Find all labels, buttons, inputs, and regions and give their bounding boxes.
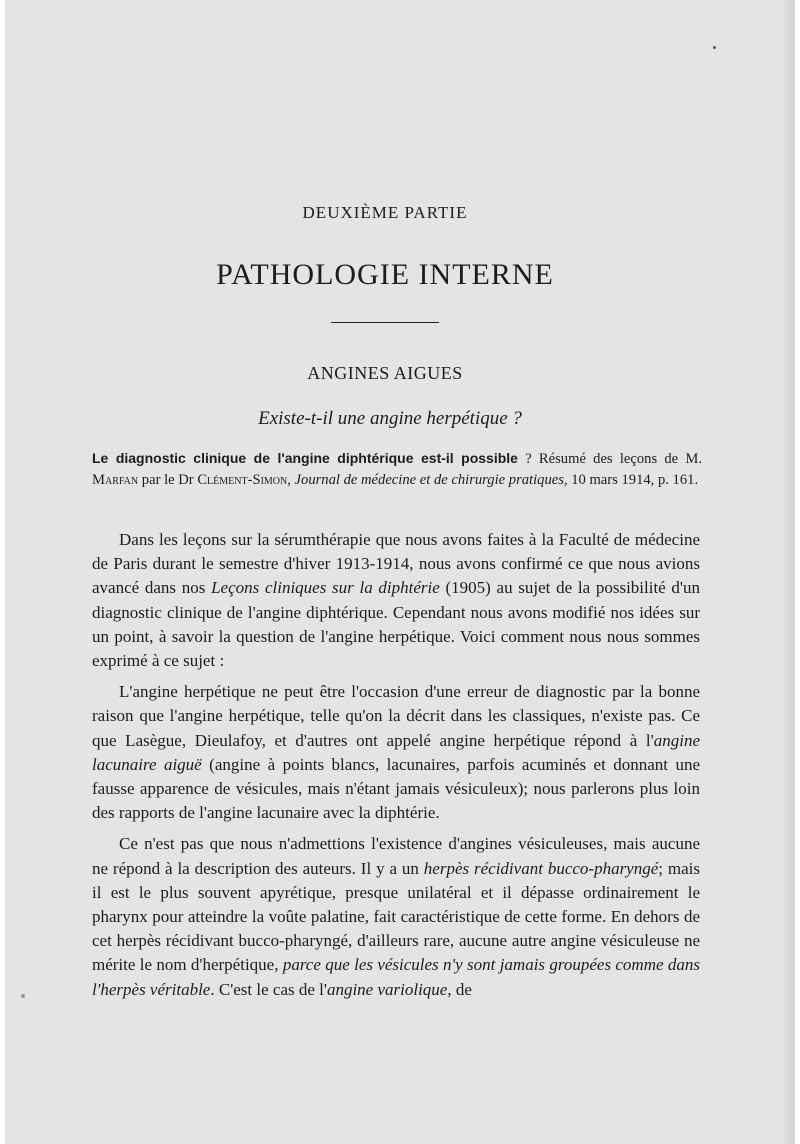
title-divider xyxy=(331,322,439,323)
reference-journal: Journal de médecine et de chirurgie pratiques xyxy=(294,472,564,488)
reference-text: ? Résumé des leçons de M. xyxy=(517,451,702,467)
reference-lead: Le diagnostic clinique de l'angine diphtérique est-il possible xyxy=(92,450,518,466)
paper-speck xyxy=(21,994,25,998)
reference-citation: , 10 mars 1914, p. 161. xyxy=(563,472,699,488)
reference-text: , xyxy=(287,472,295,488)
italic-run: angine variolique xyxy=(326,979,448,999)
body-text xyxy=(92,528,700,1009)
paper-speck xyxy=(713,46,716,49)
text-run: . C'est le cas de l' xyxy=(210,979,327,999)
section-title: ANGINES AIGUES xyxy=(307,363,463,383)
italic-run: herpès récidivant bucco-pharyngé xyxy=(423,858,659,878)
article-subtitle: Existe-t-il une angine herpétique ? xyxy=(258,408,522,429)
text-run: (angine à points blancs, lacunaires, parfois acuminés et donnant une fausse apparence de vésicules, mais n'étant jamais vésiculeux); nous parlerons plus loin des rapports de l'angine lacunaire avec la diphtérie. xyxy=(92,754,700,823)
reference-author: Marfan xyxy=(92,472,139,488)
text-run: ; mais il est le plus souvent apyrétique, presque unilatéral et il dépasse ordinairement le pharynx pour atteindre la voûte palatine, fait caractéristique de cette forme. En dehors de cet herpès récidivant bucco-pharyngé, d'ailleurs rare, aucune autre angine vésiculeuse ne mérite le nom d'herpétique, xyxy=(92,858,700,975)
document-page xyxy=(5,0,795,1144)
text-run: , de xyxy=(447,979,472,999)
reference-text: par le Dr xyxy=(138,472,198,488)
text-run: Dans les leçons sur la sérumthérapie que nous avons faites à la Faculté de médecine de Paris durant le semestre d'hiver 1913-1914, nous avons confirmé ce que nous avions avancé dans nos xyxy=(92,530,700,598)
italic-run: parce que les vésicules n'y sont jamais groupées comme dans l'herpès véritable xyxy=(92,955,700,999)
text-run: (1905) au sujet de la possibilité d'un diagnostic clinique de l'angine diphtérique. Cependant nous avons modifié nos idées sur un point, à savoir la question de l'angine herpétique. Voici comment nous nous sommes exprimé à ce sujet : xyxy=(92,578,700,671)
text-run: Ce n'est pas que nous n'admettions l'existence d'angines vésiculeuses, mais aucune ne répond à la description des auteurs. Il y a un xyxy=(92,834,700,878)
italic-run: Leçons cliniques sur la diphtérie xyxy=(211,578,440,598)
paragraph xyxy=(92,528,700,673)
part-label: DEUXIÈME PARTIE xyxy=(302,203,468,222)
italic-run: angine lacunaire aiguë xyxy=(92,730,700,774)
main-title: PATHOLOGIE INTERNE xyxy=(216,258,554,291)
paragraph xyxy=(92,680,700,825)
text-run: L'angine herpétique ne peut être l'occasion d'une erreur de diagnostic par la bonne raison que l'angine herpétique, telle qu'on la décrit dans les classiques, n'existe pas. Ce que Lasègue, Dieulafoy, et d'autres ont appelé angine herpétique répond à l' xyxy=(92,682,700,750)
paragraph xyxy=(92,832,700,1001)
reference-note xyxy=(92,448,702,491)
reference-author: Clément-Simon xyxy=(197,472,288,488)
